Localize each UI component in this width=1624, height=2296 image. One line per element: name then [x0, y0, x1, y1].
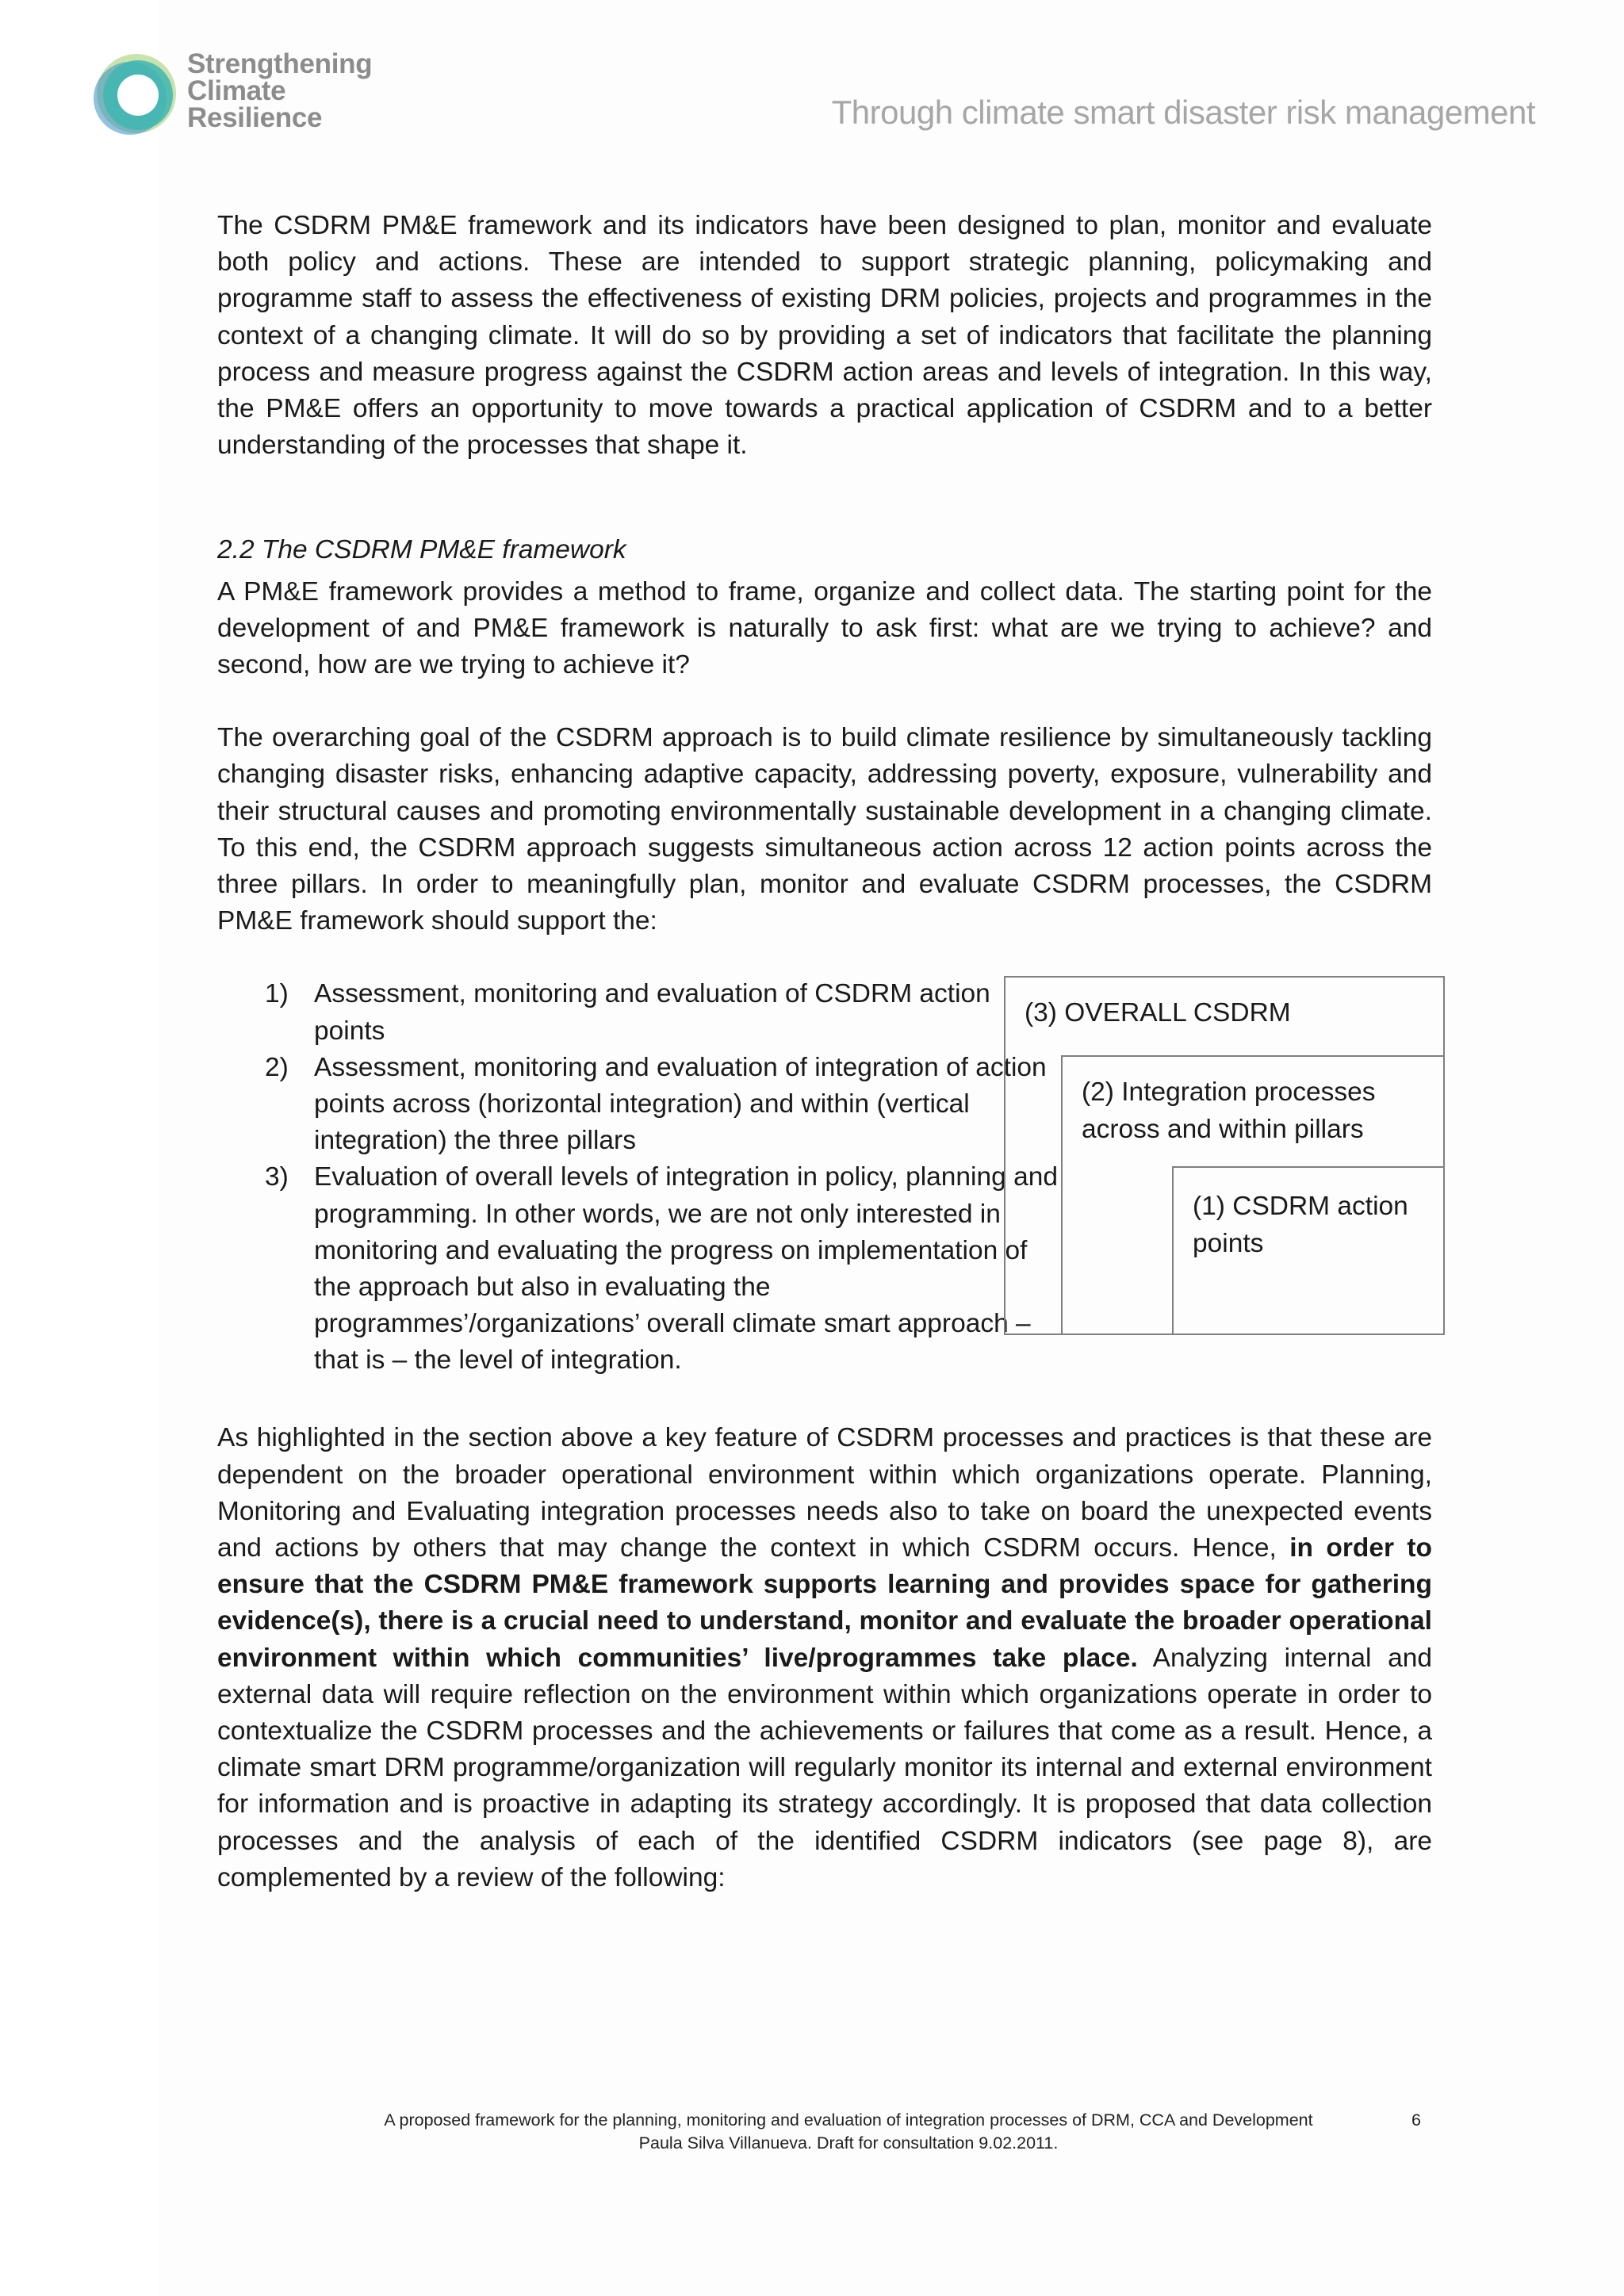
- paragraph-emphasis: in order to ensure that the CSDRM PM&E framework supports learning and provides space for gathering evidence(s), there is a crucial need to understand, monitor and evaluate the broader operational environment within which communities’ live/programmes take place.: [217, 1533, 1432, 1673]
- diagram-action-points-label: (1) CSDRM action points: [1193, 1192, 1408, 1258]
- logo-line-2: Climate: [187, 75, 286, 106]
- diagram-action-points-box: [1172, 1166, 1443, 1334]
- list-item-text: Assessment, monitoring and evaluation of CSDRM action points: [314, 979, 990, 1046]
- paragraph-text-start: As highlighted in the section above a key feature of CSDRM processes and practices is that these are dependent on the broader operational environment within which organizations operate. Planning, Monitoring and Evaluating integration processes needs also to take on board the unexpected events and actions by others that may change the context in which CSDRM occurs. Hence,: [217, 1423, 1432, 1563]
- logo-wordmark: [187, 48, 373, 133]
- diagram-integration-label: (2) Integration processes across and within pillars: [1082, 1077, 1376, 1144]
- diagram-integration-box: [1061, 1055, 1443, 1334]
- list-item-number: 1): [265, 979, 289, 1009]
- list-item-number: 2): [265, 1052, 289, 1082]
- section-heading: 2.2 The CSDRM PM&E framework: [217, 535, 626, 565]
- document-body: [217, 208, 1432, 1896]
- logo-line-1: Strengthening: [187, 48, 373, 79]
- paragraph-framework-definition: A PM&E framework provides a method to frame, organize and collect data. The starting point for the development of and PM&E framework is naturally to ask first: what are we trying to achieve? and second, how are we trying to achieve it?: [217, 576, 1432, 680]
- diagram-overall-csdrm-label: (3) OVERALL CSDRM: [1025, 998, 1291, 1028]
- nested-integration-diagram: [1004, 976, 1445, 1335]
- list-item-text: Assessment, monitoring and evaluation of integration of action points across (horizontal integration) and within (vertical integration) the three pillars: [314, 1052, 1047, 1156]
- list-item-text: Evaluation of overall levels of integration in policy, planning and programming. In other words, we are not only interested in monitoring and evaluating the progress on implementation of the approach but also in evaluating the programmes’/organizations’ overall climate smart approach – that is – the level of integration.: [314, 1162, 1058, 1376]
- page-footer: [333, 2109, 1364, 2155]
- list-item: [265, 1159, 1058, 1379]
- header-tagline: Through climate smart disaster risk management: [831, 94, 1535, 131]
- logo-line-3: Resilience: [187, 102, 323, 133]
- support-points-list: [265, 976, 1058, 1379]
- list-item: [265, 976, 1058, 1049]
- intro-paragraph: The CSDRM PM&E framework and its indicators have been designed to plan, monitor and evaluate both policy and actions. These are intended to support strategic planning, policymaking and programme staff to assess the effectiveness of existing DRM policies, projects and programmes in the context of a changing climate. It will do so by providing a set of indicators that facilitate the planning process and measure progress against the CSDRM action areas and levels of integration. In this way, the PM&E offers an opportunity to move towards a practical application of CSDRM and to a better understanding of the processes that shape it.: [217, 211, 1432, 461]
- list-item-number: 3): [265, 1162, 289, 1192]
- paragraph-text-end: Analyzing internal and external data will require reflection on the environment within which organizations operate in order to contextualize the CSDRM processes and the achievements or failures that come as a result. Hence, a climate smart DRM programme/organization will regularly monitor its internal and external environment for information and is proactive in adapting its strategy accordingly. It is proposed that data collection processes and the analysis of each of the identified CSDRM indicators (see page 8), are complemented by a review of the following:: [217, 1643, 1432, 1892]
- paragraph-operational-environment: [217, 1420, 1432, 1896]
- footer-author: Paula Silva Villanueva. Draft for consultation 9.02.2011.: [638, 2133, 1059, 2152]
- list-item: [265, 1050, 1058, 1160]
- footer-title: A proposed framework for the planning, monitoring and evaluation of integration processes of DRM, CCA and Development: [384, 2110, 1313, 2130]
- list-and-diagram-row: [217, 976, 1432, 1420]
- page-number: 6: [1411, 2110, 1421, 2130]
- paragraph-overarching-goal: The overarching goal of the CSDRM approach is to build climate resilience by simultaneously tackling changing disaster risks, enhancing adaptive capacity, addressing poverty, exposure, vulnerability and their structural causes and promoting environmentally sustainable development in a changing climate. To this end, the CSDRM approach suggests simultaneous action across 12 action points across the three pillars. In order to meaningfully plan, monitor and evaluate CSDRM processes, the CSDRM PM&E framework should support the:: [217, 723, 1432, 936]
